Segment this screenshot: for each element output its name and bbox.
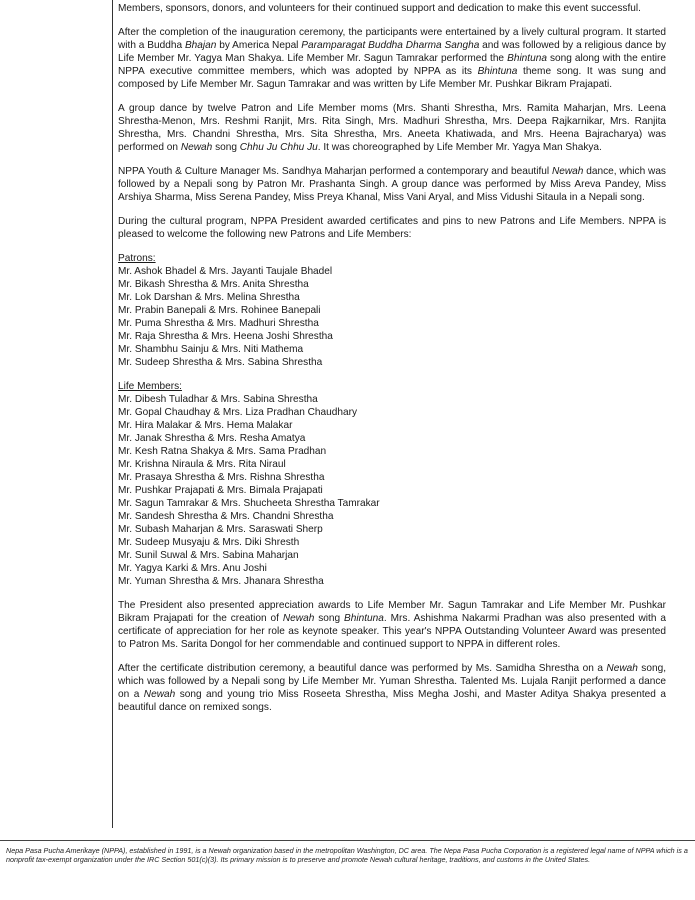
member-name: Mr. Gopal Chaudhay & Mrs. Liza Pradhan Chaudhary <box>118 407 358 418</box>
paragraph-closing-dances <box>118 662 666 714</box>
patrons-heading: Patrons: <box>118 253 156 264</box>
text-run: theme song. It was sung and composed by Life Member Mr. Sagun Tamrakar and was written by Life Member Mr. Pushkar Bikram Prajapati. <box>118 66 666 90</box>
member-name: Mr. Sandesh Shrestha & Mrs. Chandni Shrestha <box>118 511 334 522</box>
footer-note: Nepa Pasa Pucha Amerikaye (NPPA), established in 1991, is a Newah organization based in the metropolitan Washington, DC area. The Nepa Pasa Pucha Corporation is a registered legal name of NPPA which is a nonprofit tax-exempt organization under the IRC Section 501(c)(3). Its primary mission is to preserve and promote Newah cultural heritage, traditions, and customs in the United States. <box>6 846 688 865</box>
member-name: Mr. Puma Shrestha & Mrs. Madhuri Shrestha <box>118 318 319 329</box>
margin-rule <box>112 0 113 828</box>
italic-term: Bhintuna <box>344 613 384 624</box>
paragraph-moms-dance <box>118 102 666 154</box>
text-run: song <box>212 142 240 153</box>
member-name: Mr. Pushkar Prajapati & Mrs. Bimala Prajapati <box>118 485 323 496</box>
paragraph-cultural-program <box>118 26 666 91</box>
italic-term: Newah <box>551 166 584 177</box>
text-run: A group dance by twelve Patron and Life Member moms (Mrs. Shanti Shrestha, Mrs. Ramita Maharjan, Mrs. Leena Shrestha-Menon, Mrs. Reshmi Ranjit, Mrs. Rita Singh, Mrs. Madhuri Shrestha, Mrs. Deepa Rajkarnikar, Mrs. Ranjita Shrestha, Mrs. Chandni Shrestha, Mrs. Sita Shrestha, Mrs. Aneeta Khatiwada, and Mrs. Heena Bajracharya) was performed on <box>118 103 666 153</box>
member-name: Mr. Kesh Ratna Shakya & Mrs. Sama Pradhan <box>118 446 327 457</box>
article-body <box>118 2 666 725</box>
member-name: Mr. Sunil Suwal & Mrs. Sabina Maharjan <box>118 550 299 561</box>
italic-term: Bhajan <box>184 40 217 51</box>
text-run: After the certificate distribution ceremony, a beautiful dance was performed by Ms. Samidha Shrestha on a <box>118 663 607 674</box>
text-run: song and young trio Miss Roseeta Shrestha, Miss Megha Joshi, and Master Aditya Shakya presented a beautiful dance on remixed songs. <box>118 689 666 713</box>
member-name: Mr. Subash Maharjan & Mrs. Saraswati Sherp <box>118 524 323 535</box>
life-members-heading: Life Members: <box>118 381 182 392</box>
member-name: Mr. Prasaya Shrestha & Mrs. Rishna Shrestha <box>118 472 325 483</box>
text-run: and was followed by a religious dance by Life Member Mr. Yagya Man Shakya. Life Member Mr. Sagun Tamrakar performed the <box>118 40 667 64</box>
member-name: Mr. Prabin Banepali & Mrs. Rohinee Banepali <box>118 305 321 316</box>
text-run: . It was choreographed by Life Member Mr. Yagya Man Shakya. <box>317 142 602 153</box>
member-name: Mr. Lok Darshan & Mrs. Melina Shrestha <box>118 292 300 303</box>
member-name: Mr. Ashok Bhadel & Mrs. Jayanti Taujale Bhadel <box>118 266 333 277</box>
text-run: by America Nepal <box>216 40 302 51</box>
italic-term: Newah <box>282 613 315 624</box>
member-name: Mr. Krishna Niraula & Mrs. Rita Niraul <box>118 459 286 470</box>
member-name: Mr. Yagya Karki & Mrs. Anu Joshi <box>118 563 267 574</box>
life-members-list <box>118 393 666 588</box>
member-name: Mr. Dibesh Tuladhar & Mrs. Sabina Shrestha <box>118 394 318 405</box>
member-name: Mr. Sagun Tamrakar & Mrs. Shucheeta Shrestha Tamrakar <box>118 498 380 509</box>
text-run: song, which was followed by a Nepali song by Life Member Mr. Yuman Shrestha. Talented Ms. Lujala Ranjit performed a dance on a <box>118 663 667 700</box>
text-run: dance, which was followed by a Nepali song by Patron Mr. Prashanta Singh. A group dance was performed by Miss Areva Pandey, Miss Arshiya Sharma, Miss Serena Pandey, Miss Preya Khanal, Miss Vani Aryal, and Miss Vidushi Sitaula in a Nepali song. <box>118 166 666 203</box>
italic-term: Chhu Ju Chhu Ju <box>239 142 318 153</box>
footer-rule <box>0 840 695 841</box>
italic-term: Bhintuna <box>477 66 518 77</box>
italic-term: Paramparagat Buddha Dharma Sangha <box>301 40 480 51</box>
member-name: Mr. Bikash Shrestha & Mrs. Anita Shrestha <box>118 279 309 290</box>
text-run: song <box>314 613 345 624</box>
italic-term: Newah <box>180 142 213 153</box>
member-name: Mr. Janak Shrestha & Mrs. Resha Amatya <box>118 433 306 444</box>
text-run: NPPA Youth & Culture Manager Ms. Sandhya Maharjan performed a contemporary and beautiful <box>118 166 552 177</box>
member-name: Mr. Shambhu Sainju & Mrs. Niti Mathema <box>118 344 304 355</box>
paragraph-thanks: Members, sponsors, donors, and volunteers for their continued support and dedication to make this event successful. <box>118 3 641 14</box>
member-name: Mr. Sudeep Musyaju & Mrs. Diki Shresth <box>118 537 300 548</box>
member-name: Mr. Yuman Shrestha & Mrs. Jhanara Shrestha <box>118 576 324 587</box>
italic-term: Bhintuna <box>507 53 547 64</box>
text-run: After the completion of the inauguration ceremony, the participants were entertained by a lively cultural program. It started with a Buddha <box>118 27 666 51</box>
paragraph-certificates: During the cultural program, NPPA President awarded certificates and pins to new Patrons and Life Members. NPPA is pleased to welcome the following new Patrons and Life Members: <box>118 216 666 240</box>
member-name: Mr. Hira Malakar & Mrs. Hema Malakar <box>118 420 293 431</box>
member-name: Mr. Raja Shrestha & Mrs. Heena Joshi Shrestha <box>118 331 333 342</box>
text-run: . Mrs. Ashishma Nakarmi Pradhan was also presented with a certificate of appreciation for her role as keynote speaker. This year's NPPA Outstanding Volunteer Award was presented to Patron Ms. Sarita Dongol for her commendable and continued support to NPPA in different roles. <box>118 613 667 650</box>
paragraph-appreciation <box>118 599 666 651</box>
paragraph-youth-dance <box>118 165 666 204</box>
italic-term: Newah <box>143 689 176 700</box>
text-run: song along with the entire NPPA executive committee members, which was adopted by NPPA as its <box>118 53 666 77</box>
text-run: The President also presented appreciation awards to Life Member Mr. Sagun Tamrakar and Life Member Mr. Pushkar Bikram Prajapati for the creation of <box>118 600 666 624</box>
italic-term: Newah <box>606 663 638 674</box>
member-name: Mr. Sudeep Shrestha & Mrs. Sabina Shrestha <box>118 357 323 368</box>
patrons-list <box>118 265 666 369</box>
